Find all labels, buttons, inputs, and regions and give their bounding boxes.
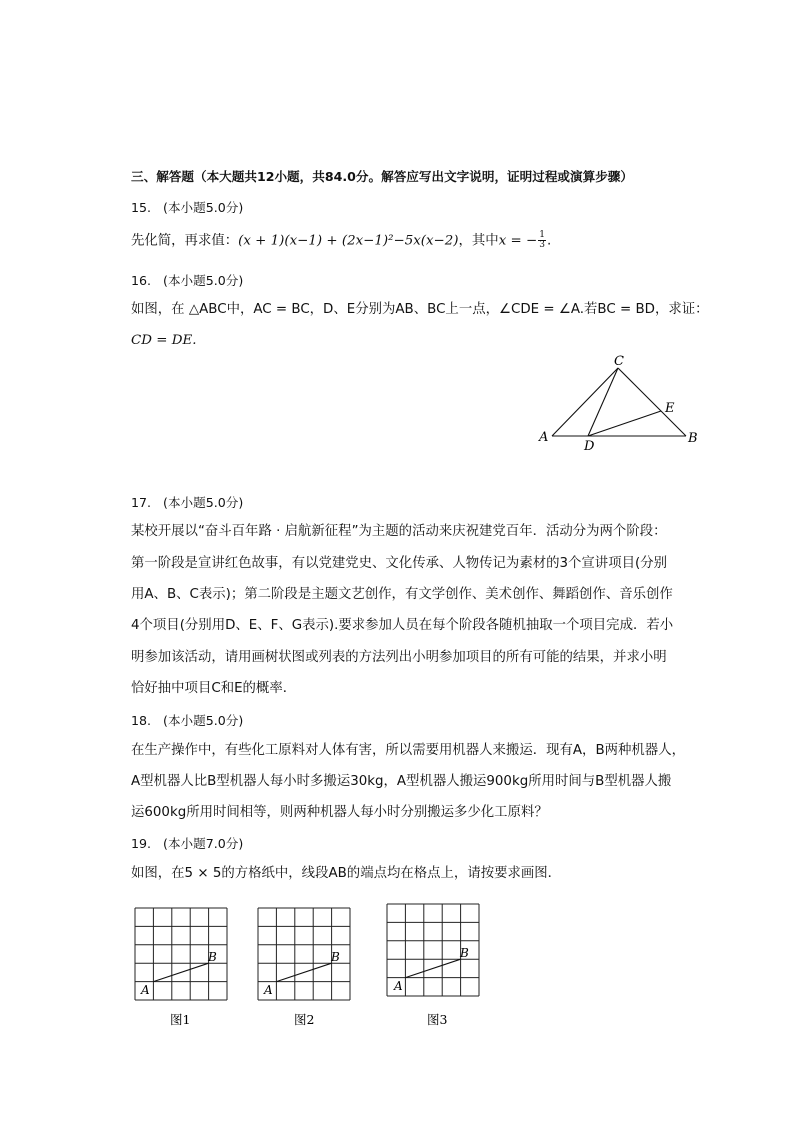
q15-lead: 先化简，再求值： [131, 233, 239, 249]
q18-number: 18. [131, 713, 152, 728]
q18-line-2: A型机器人比B型机器人每小时多搬运30kg，A型机器人搬运900kg所用时间与B型机器人搬 [131, 774, 672, 789]
segment-AB-2 [276, 963, 331, 981]
label-B: B [688, 431, 698, 446]
q19-grid-figure-1 [120, 900, 240, 1035]
label-D: D [584, 439, 595, 454]
q19-grid-figure-3 [372, 896, 492, 1031]
grid1-label-A: A [141, 983, 150, 997]
grid2-label-A: A [264, 983, 273, 997]
q19-score: (本小题7.0分) [163, 836, 244, 851]
q17-number: 17. [131, 495, 152, 510]
segment-AB-1 [153, 963, 208, 981]
q15-frac-num: 1 [539, 230, 545, 240]
q17-line-4: 4个项目(分别用D、E、F、G表示).要求参加人员在每个阶段各随机抽取一个项目完成．若小 [131, 618, 674, 633]
q17-line-2: 第一阶段是宣讲红色故事，有以党建党史、文化传承、人物传记为素材的3个宣讲项目(分别 [131, 556, 667, 571]
grid1-caption: 图1 [170, 1012, 191, 1027]
grid3-caption: 图3 [427, 1012, 448, 1027]
q17-line-1: 某校开展以“奋斗百年路 · 启航新征程”为主题的活动来庆祝建党百年．活动分为两个阶段： [131, 524, 667, 539]
q18-header [131, 710, 243, 729]
q16-number: 16. [131, 273, 152, 288]
q19-grid-figure-2 [243, 900, 363, 1035]
label-C: C [614, 354, 624, 369]
grid3-label-A: A [394, 979, 403, 993]
segment-AB-3 [405, 959, 460, 977]
q19-line-1: 如图，在5 × 5的方格纸中，线段AB的端点均在格点上，请按要求画图． [131, 866, 562, 881]
q17-header [131, 492, 243, 511]
q19-number: 19. [131, 836, 152, 851]
q17-line-5: 明参加该活动，请用画树状图或列表的方法列出小明参加项目的所有可能的结果，并求小明 [131, 650, 667, 665]
q15-score: (本小题5.0分) [163, 200, 244, 215]
q17-line-3: 用A、B、C表示)；第二阶段是主题文艺创作，有文学创作、美术创作、舞蹈创作、音乐创作 [131, 587, 673, 602]
q15-cond-var: x = − [498, 233, 538, 249]
q19-header [131, 833, 243, 852]
q15-fraction [538, 231, 546, 250]
q18-line-3: 运600kg所用时间相等，则两种机器人每小时分别搬运多少化工原料？ [131, 805, 548, 820]
q15-expression: (x + 1)(x−1) + (2x−1)²−5x(x−2) [238, 233, 459, 249]
q15-frac-den: 3 [539, 240, 545, 250]
grid2-label-B: B [331, 950, 340, 964]
q16-score: (本小题5.0分) [163, 273, 244, 288]
grid3-label-B: B [460, 946, 469, 960]
q15-header [131, 197, 243, 216]
q18-score: (本小题5.0分) [163, 713, 244, 728]
q15-end: . [546, 233, 552, 249]
label-E: E [665, 401, 675, 416]
segment-DE [588, 411, 661, 436]
q17-score: (本小题5.0分) [163, 495, 244, 510]
q18-line-1: 在生产操作中，有些化工原料对人体有害，所以需要用机器人来搬运．现有A，B两种机器人， [131, 743, 685, 758]
section-title: 三、解答题（本大题共12小题，共84.0分。解答应写出文字说明，证明过程或演算步骤） [131, 169, 633, 184]
q16-line-2: CD = DE. [131, 333, 197, 348]
segment-CD [588, 368, 618, 436]
q15-cond-lead: ，其中 [458, 233, 499, 249]
grid2-caption: 图2 [294, 1012, 315, 1027]
q17-line-6: 恰好抽中项目C和E的概率． [131, 681, 297, 696]
q16-header [131, 270, 243, 289]
grid1-label-B: B [208, 950, 217, 964]
q15-number: 15. [131, 200, 152, 215]
label-A: A [539, 430, 549, 445]
q16-line-1: 如图，在 △ABC中，AC = BC，D、E分别为AB、BC上一点，∠CDE = ∠A.若BC = BD，求证： [131, 302, 709, 317]
q16-triangle-figure [530, 350, 710, 455]
segment-CB [618, 368, 686, 436]
segment-AC [552, 368, 618, 436]
q15-body [131, 231, 551, 252]
